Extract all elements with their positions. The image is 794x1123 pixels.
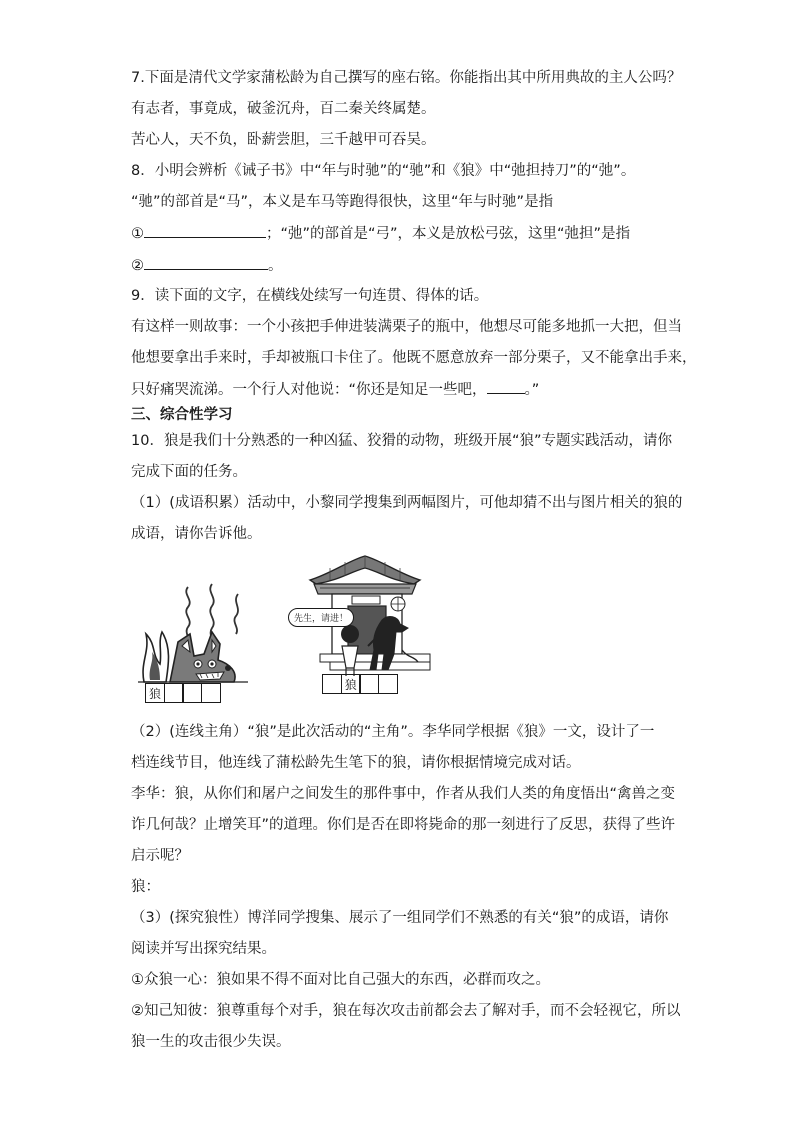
answer-blank-1[interactable] bbox=[144, 223, 266, 238]
q8-line3-end: 。 bbox=[268, 258, 283, 274]
section-title: 三、综合性学习 bbox=[131, 407, 233, 423]
q9-prompt: 9．读下面的文字，在横线处续写一句连贯、得体的话。 bbox=[131, 288, 489, 304]
q8-line3 bbox=[131, 255, 283, 276]
q9-line3 bbox=[131, 379, 539, 400]
q9-line3-end: 。” bbox=[524, 382, 540, 398]
speech-bubble: 先生，请进！ bbox=[288, 608, 354, 627]
idiom-box-empty[interactable] bbox=[182, 683, 202, 703]
q10-part2-line3: 李华：狼，从你们和屠户之间发生的那件事中，作者从我们人类的角度悟出“禽兽之变 bbox=[131, 786, 676, 802]
q10-intro-2: 完成下面的任务。 bbox=[131, 464, 247, 480]
idiom-box-row-1 bbox=[145, 683, 220, 703]
q10-intro-1: 10．狼是我们十分熟悉的一种凶猛、狡猾的动物，班级开展“狼”专题实践活动，请你 bbox=[131, 433, 672, 449]
q10-part2-line1: （2）(连线主角）“狼”是此次活动的“主角”。李华同学根据《狼》一文，设计了一 bbox=[131, 724, 655, 740]
q10-part3-line1: （3）(探究狼性）博洋同学搜集、展示了一组同学们不熟悉的有关“狼”的成语，请你 bbox=[131, 910, 669, 926]
q8-marker-1: ① bbox=[131, 226, 144, 242]
q8-line1: “驰”的部首是“马”，本义是车马等跑得很快，这里“年与时驰”是指 bbox=[131, 194, 554, 210]
q10-part2-line2: 档连线节目，他连线了蒲松龄先生笔下的狼，请你根据情境完成对话。 bbox=[131, 755, 581, 771]
q10-part2-line6: 狼： bbox=[131, 879, 160, 895]
q8-prompt: 8．小明会辨析《诫子书》中“年与时驰”的“驰”和《狼》中“弛担持刀”的“弛”。 bbox=[131, 163, 636, 179]
q9-line1: 有这样一则故事：一个小孩把手伸进装满栗子的瓶中，他想尽可能多地抓一大把，但当 bbox=[131, 319, 682, 335]
q8-marker-2: ② bbox=[131, 258, 144, 274]
q10-part3-line4: ②知己知彼：狼尊重每个对手，狼在每次攻击前都会去了解对手，而不会轻视它，所以 bbox=[131, 1003, 681, 1019]
idiom-box-char: 狼 bbox=[341, 674, 361, 694]
q10-part3-line3: ①众狼一心：狼如果不得不面对比自己强大的东西，必群而攻之。 bbox=[131, 972, 550, 988]
q10-part1-line1: （1）(成语积累）活动中，小黎同学搜集到两幅图片，可他却猜不出与图片相关的狼的 bbox=[131, 495, 683, 511]
q9-line2: 他想要拿出手来时，手却被瓶口卡住了。他既不愿意放弃一部分栗子，又不能拿出手来， bbox=[131, 350, 697, 366]
q10-part3-line2: 阅读并写出探究结果。 bbox=[131, 941, 276, 957]
q7-line2: 苦心人，天不负，卧薪尝胆，三千越甲可吞吴。 bbox=[131, 132, 436, 148]
idiom-box-empty[interactable] bbox=[201, 683, 221, 703]
q9-line3-text: 只好痛哭流涕。一个行人对他说：“你还是知足一些吧， bbox=[131, 382, 487, 398]
q7-prompt: 7.下面是清代文学家蒲松龄为自己撰写的座右铭。你能指出其中所用典故的主人公吗？ bbox=[131, 70, 682, 86]
q10-part3-line5: 狼一生的攻击很少失误。 bbox=[131, 1034, 291, 1050]
q10-part2-line5: 启示呢？ bbox=[131, 848, 189, 864]
answer-blank-3[interactable] bbox=[487, 379, 525, 394]
q7-line1: 有志者，事竟成，破釜沉舟，百二秦关终属楚。 bbox=[131, 101, 436, 117]
q10-part1-line2: 成语，请你告诉他。 bbox=[131, 526, 262, 542]
idiom-box-empty[interactable] bbox=[359, 674, 379, 694]
idiom-box-empty[interactable] bbox=[322, 674, 342, 694]
idiom-box-empty[interactable] bbox=[378, 674, 398, 694]
idiom-box-char: 狼 bbox=[145, 683, 165, 703]
idiom-box-row-2 bbox=[322, 674, 397, 694]
q10-part2-line4: 诈几何哉？止增笑耳”的道理。你们是否在即将毙命的那一刻进行了反思，获得了些许 bbox=[131, 817, 676, 833]
q8-line2 bbox=[131, 223, 630, 244]
q8-line2-text: ；“弛”的部首是“弓”，本义是放松弓弦，这里“弛担”是指 bbox=[266, 226, 631, 242]
answer-blank-2[interactable] bbox=[144, 255, 268, 270]
idiom-box-empty[interactable] bbox=[164, 683, 184, 703]
